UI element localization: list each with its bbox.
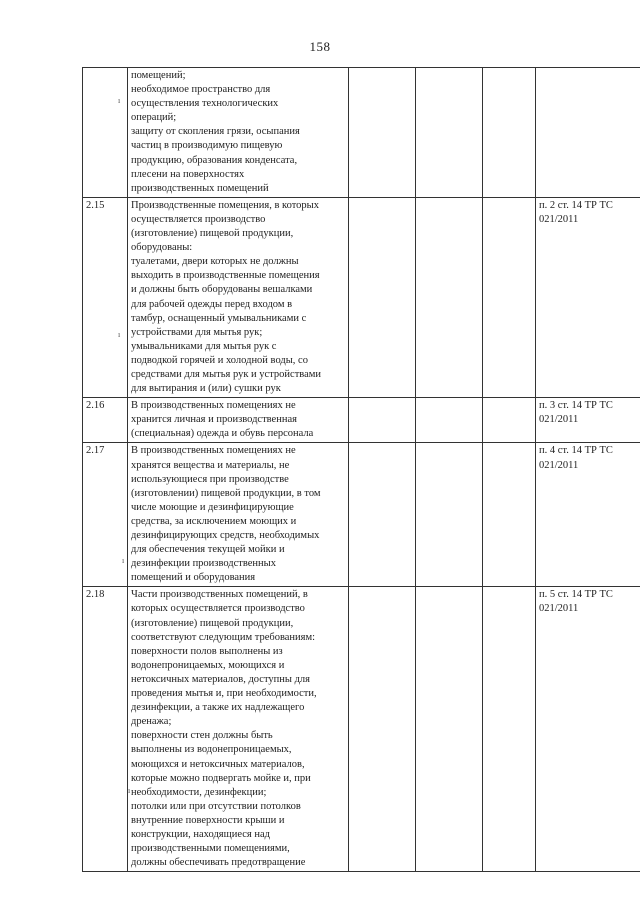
table-row: [83, 443, 640, 587]
empty-cell: [416, 587, 483, 872]
reference-line: 021/2011: [539, 459, 579, 471]
text-line: осуществляется производство: [131, 213, 266, 225]
reference-line: п. 3 ст. 14 ТР ТС: [539, 400, 613, 412]
empty-cell: [483, 197, 536, 397]
row-number: 2.18: [83, 587, 128, 872]
scan-mark: ı: [122, 556, 125, 565]
reference-cell: [536, 398, 640, 443]
table-row: [83, 197, 640, 397]
text-line: оборудованы:: [131, 242, 193, 254]
text-line: защиту от скопления грязи, осыпания: [131, 126, 300, 138]
reference-cell: [536, 197, 640, 397]
text-line: для рабочей одежды перед входом в: [131, 298, 293, 310]
text-line: которые можно подвергать мойке и, при: [131, 772, 311, 784]
table-row: [83, 68, 640, 198]
requirement-text: [128, 443, 349, 587]
text-line: осуществления технологических: [131, 98, 279, 110]
text-line: дренажа;: [131, 716, 172, 728]
reference-cell: [536, 587, 640, 872]
text-line: Производственные помещения, в которых: [131, 199, 319, 211]
requirement-text: [128, 587, 349, 872]
text-line: водонепроницаемых, моющихся и: [131, 659, 285, 671]
text-line: устройствами для мытья рук;: [131, 326, 263, 338]
empty-cell: [349, 68, 416, 198]
empty-cell: [416, 398, 483, 443]
reference-line: 021/2011: [539, 603, 579, 615]
text-line: дезинфекции производственных: [131, 558, 276, 570]
text-line: моющихся и нетоксичных материалов,: [131, 758, 305, 770]
reference-line: 021/2011: [539, 414, 579, 426]
reference-line: п. 2 ст. 14 ТР ТС: [539, 199, 613, 211]
text-line: необходимости, дезинфекции;: [131, 786, 267, 798]
page-number: 158: [309, 39, 331, 54]
text-line: использующиеся при производстве: [131, 473, 289, 485]
requirement-text: [128, 68, 349, 198]
text-line: должны обеспечивать предотвращение: [131, 857, 306, 869]
row-number: 2.17: [83, 443, 128, 587]
scan-mark: ı: [118, 330, 121, 339]
text-line: дезинфицирующих средств, необходимых: [131, 530, 320, 541]
reference-cell: [536, 443, 640, 587]
text-line: помещений;: [131, 70, 186, 81]
reference-line: 021/2011: [539, 213, 579, 225]
text-line: средствами для мытья рук и устройствами: [131, 368, 322, 380]
text-line: (изготовление) пищевой продукции,: [131, 617, 294, 629]
row-number: 2.15: [83, 197, 128, 397]
empty-cell: [349, 398, 416, 443]
scan-mark: ı: [118, 96, 121, 105]
reference-cell: [536, 68, 640, 198]
empty-cell: [416, 68, 483, 198]
text-line: (изготовлении) пищевой продукции, в том: [131, 487, 321, 499]
text-line: для обеспечения текущей мойки и: [131, 544, 285, 556]
text-line: Части производственных помещений, в: [131, 589, 308, 601]
reference-line: п. 5 ст. 14 ТР ТС: [539, 589, 613, 601]
empty-cell: [483, 68, 536, 198]
text-line: (изготовление) пищевой продукции,: [131, 228, 294, 240]
text-line: умывальниками для мытья рук с: [131, 340, 277, 352]
empty-cell: [416, 197, 483, 397]
text-line: хранятся вещества и материалы, не: [131, 459, 290, 471]
text-line: туалетами, двери которых не должны: [131, 256, 299, 268]
text-line: соответствуют следующим требованиям:: [131, 631, 316, 643]
empty-cell: [483, 443, 536, 587]
text-line: внутренние поверхности крыши и: [131, 814, 285, 826]
text-line: хранится личная и производственная: [131, 414, 297, 426]
text-line: тамбур, оснащенный умывальниками с: [131, 312, 307, 324]
text-line: плесени на поверхностях: [131, 168, 245, 180]
row-number: [83, 68, 128, 198]
scan-mark: ı: [128, 786, 131, 795]
empty-cell: [483, 587, 536, 872]
text-line: поверхности полов выполнены из: [131, 645, 283, 657]
empty-cell: [483, 398, 536, 443]
text-line: средства, за исключением моющих и: [131, 515, 297, 527]
empty-cell: [416, 443, 483, 587]
text-line: потолки или при отсутствии потолков: [131, 800, 301, 812]
text-line: операций;: [131, 112, 177, 124]
text-line: которых осуществляется производство: [131, 603, 305, 615]
text-line: производственными помещениями,: [131, 843, 290, 855]
text-line: выходить в производственные помещения: [131, 270, 320, 282]
text-line: В производственных помещениях не: [131, 400, 296, 412]
requirement-text: [128, 197, 349, 397]
text-line: необходимое пространство для: [131, 84, 271, 96]
requirement-text: [128, 398, 349, 443]
text-line: В производственных помещениях не: [131, 445, 296, 457]
text-line: дезинфекции, а также их надлежащего: [131, 702, 305, 714]
text-line: нетоксичных материалов, доступны для: [131, 673, 311, 685]
requirements-table: [82, 67, 640, 872]
text-line: продукцию, образования конденсата,: [131, 154, 298, 166]
table-row: [83, 398, 640, 443]
text-line: проведения мытья и, при необходимости,: [131, 688, 317, 700]
text-line: подводкой горячей и холодной воды, со: [131, 354, 308, 366]
table-row: [83, 587, 640, 872]
text-line: и должны быть оборудованы вешалками: [131, 284, 313, 296]
text-line: (специальная) одежда и обувь персонала: [131, 428, 314, 440]
empty-cell: [349, 587, 416, 872]
text-line: производственных помещений: [131, 182, 269, 194]
empty-cell: [349, 197, 416, 397]
text-line: выполнены из водонепроницаемых,: [131, 744, 292, 756]
text-line: конструкции, находящиеся над: [131, 828, 270, 840]
reference-line: п. 4 ст. 14 ТР ТС: [539, 445, 613, 457]
text-line: для вытирания и (или) сушки рук: [131, 383, 281, 395]
empty-cell: [349, 443, 416, 587]
text-line: помещений и оборудования: [131, 572, 256, 584]
text-line: поверхности стен должны быть: [131, 730, 273, 742]
text-line: числе моющие и дезинфицирующие: [131, 501, 294, 513]
row-number: 2.16: [83, 398, 128, 443]
text-line: частиц в производимую пищевую: [131, 140, 283, 152]
